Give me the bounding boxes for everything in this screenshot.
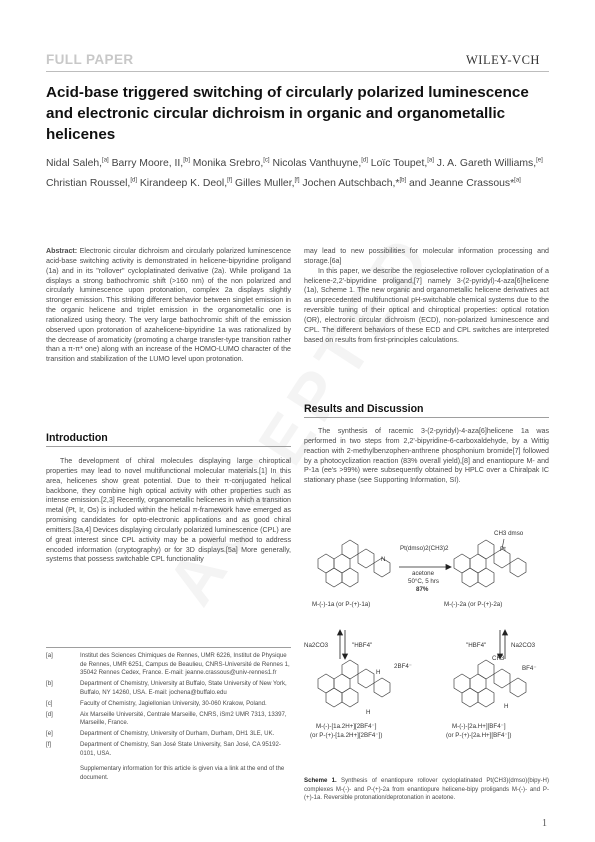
- affiliation-key: [c]: [46, 699, 53, 707]
- proton-label: H: [366, 709, 371, 716]
- heading-divider: [304, 417, 549, 418]
- author-name: [371, 158, 434, 169]
- scheme-caption: [304, 777, 549, 803]
- abstract-label: Abstract:: [46, 247, 78, 255]
- author-name: [140, 178, 232, 189]
- abstract-text: Electronic circular dichroism and circularly polarized luminescence acid-base switching activity is demonstrated in helicene-bipyridine proligand (1a) and in its "rollover" cycloplatinated derivative (2a). While proligand 1a displays a strong bathochromic shift (>160 nm) of the non polarized and circularly luminescence upon protonation, complex 2a displays slightly stronger emission. This striking different behavior between singlet emission in the organic helicene and triplet emission in the organometallic one is rationalized using theory. The very large bathochromic shift of the emission observed upon protonation of azahelicene-bipyridine 1a was rationalized by the decrease of aromaticity (promoting a charge transfer-type transition rather than a π-π* one) along with an increase of the HOMO-LUMO character of the transition and stabilization of the LUMO level upon protonation.: [46, 247, 291, 364]
- paragraph: In this paper, we describe the regioselective rollover cycloplatination of a helicene-2,2'-bipyridine proligand,[7] namely 3-(2-pyridyl)-4-aza[6]helicene (1a), Scheme 1. The new organic and organometallic helicene derivatives act as unprecedented multifunctional pH-switchable chemical systems due to the reversible tuning of their optical and chiroptical properties: optical rotation (OR), electronic circular dichroism (ECD), non-polarized luminescence and CPL. The different behaviors of these ECD and CPL switches are interpreted based on results from first-principles calculations.: [304, 266, 549, 344]
- author-list: [46, 153, 556, 192]
- helicene-1a-structure: [318, 540, 390, 587]
- methyl-label: CH3: [492, 655, 505, 662]
- header-divider: [46, 71, 549, 72]
- affiliation-text: Faculty of Chemistry, Jagiellonian University, 30-060 Krakow, Poland.: [80, 699, 267, 707]
- affiliation-key: [b]: [46, 680, 53, 688]
- author-name-text: Kirandeep K. Deol,: [139, 177, 228, 189]
- author-name-text: Nidal Saleh,: [46, 158, 103, 170]
- protonated-1a-structure: [318, 660, 390, 707]
- heading-introduction: Introduction: [46, 432, 108, 444]
- affiliation-item: [46, 730, 291, 739]
- reaction-arrow: [399, 565, 451, 570]
- affiliation-item: [46, 652, 291, 678]
- nitrogen-label: N: [381, 556, 386, 563]
- author-name-text: Jochen Autschbach,*: [302, 177, 400, 189]
- platinum-label: Pt: [500, 546, 506, 553]
- author-name-text: Monika Srebro,: [192, 158, 264, 170]
- author-name: [272, 158, 367, 169]
- compound-1a-label: M-(-)-1a (or P-(+)-1a): [312, 601, 371, 608]
- author-name: [112, 158, 190, 169]
- affiliation-item: [46, 700, 291, 709]
- solvent-label: acetone: [412, 570, 435, 577]
- affiliation-text: Institut des Sciences Chimiques de Rennes, UMR 6226, Institut de Physique de Rennes, UMR 6251, Campus de Beaulieu, CNRS-Université de Rennes 1, 35042 Rennes Cedex, France. E-mail: jeanne.crassous@univ-rennes1.fr: [80, 652, 290, 677]
- base-label-left: Na2CO3: [304, 642, 329, 649]
- reagent-label: Pt(dmso)2(CH3)2: [400, 545, 449, 552]
- caption-text: Synthesis of enantiopure rollover cycloplatinated Pt(CH3)(dmso)(bipy-H) complexes M-(-)- and P-(+)-2a from enantiopure helicene-bipy proligands M-(-)- and P-(+)-1a. Reversible protonation/deprotonation in acetone.: [304, 777, 549, 802]
- equilibrium-arrows-left: [338, 630, 348, 659]
- introduction-text: The development of chiral molecules displaying large chiroptical properties may lead to novel multifunctional molecular materials.[1] In this area, helicenes show great potential. Due to their π-conjugated helical backbone, they combine high optical activity with other properties such as intense emission.[2,3] Recently, organometallic helicenes in which a transition metal (Pt, Ir, Os) is included within the helical π-framework have emerged as promising candidates for opto-electronic applications and as good chiral emitters.[3a,4] Devices displaying circularly polarized luminescence (CPL) are of great interest since CPL activity may be a powerful method to address encoded information (cryptography) or for 3D displays.[5a] More generally, systems that possess switchable CPL functionality: [46, 457, 291, 564]
- affiliation-key: [d]: [46, 710, 53, 718]
- author-affiliation-mark: [d]: [361, 158, 368, 164]
- author-affiliation-mark: [a]: [427, 158, 434, 164]
- affiliation-text: Aix Marseille Université, Centrale Marseille, CNRS, iSm2 UMR 7313, 13397, Marseille, France.: [80, 710, 287, 727]
- affiliation-key: [a]: [46, 652, 53, 659]
- author-name: [302, 178, 406, 189]
- acid-label-right: "HBF4": [466, 642, 487, 649]
- author-name: [46, 178, 137, 189]
- compound-1a-protonated-label: M-(-)-[1a.2H+][2BF4⁻]: [316, 723, 377, 730]
- page-number: 1: [542, 818, 547, 829]
- author-affiliation-mark: [e]: [536, 158, 543, 164]
- introduction-continued: [304, 247, 549, 345]
- paragraph: may lead to new possibilities for molecular information processing and storage.[6a]: [304, 247, 549, 265]
- results-text: The synthesis of racemic 3-(2-pyridyl)-4-aza[6]helicene 1a was performed in two steps from 2,2'-bipyridine-6-carboxaldehyde, by a Wittig reaction with 2-methylbenzophen-anthrene phosphonium bromide[7] followed by a photocyclization reaction (83% overall yield),[8] and enantiopure M- and P-1a (ee's >99%) were subsequently obtained by HPLC over a Chiralpak IC stationary phase (see Supporting Information, SI).: [304, 427, 549, 485]
- author-name: [235, 178, 300, 189]
- yield-label: 87%: [416, 586, 429, 593]
- counterion-label: 2BF4⁻: [394, 663, 413, 670]
- author-name: [409, 178, 521, 189]
- author-affiliation-mark: [c]: [263, 158, 270, 164]
- proton-label: H: [504, 703, 509, 710]
- author-name-text: Christian Roussel,: [46, 177, 131, 189]
- affiliation-item: [46, 711, 291, 728]
- base-label-right: Na2CO3: [511, 642, 536, 649]
- scheme-1-figure: [304, 530, 549, 772]
- author-name-text: Gilles Muller,: [235, 177, 295, 189]
- author-name: [46, 158, 109, 169]
- author-affiliation-mark: [f]: [227, 177, 233, 184]
- author-name-text: Nicolas Vanthuyne,: [272, 158, 362, 170]
- author-affiliation-mark: [a]: [102, 158, 109, 164]
- compound-1a-protonated-alt-label: (or P-(+)-[1a.2H+][2BF4⁻]): [310, 732, 383, 739]
- author-name-text: Loïc Toupet,: [370, 158, 428, 170]
- affiliation-text: Department of Chemistry, University of Durham, Durham, DH1 3LE, UK.: [80, 730, 275, 738]
- abstract: [46, 247, 291, 365]
- author-affiliation-mark: [b]: [183, 158, 190, 164]
- author-name: [193, 158, 270, 169]
- affiliation-item: [46, 741, 291, 758]
- supporting-info-note: Supplementary information for this article is given via a link at the end of the document.: [80, 765, 285, 781]
- compound-2a-protonated-alt-label: (or P-(+)-[2a.H+][BF4⁻]): [446, 732, 512, 739]
- affiliation-item: [46, 680, 291, 697]
- conditions-label: 50°C, 5 hrs: [408, 578, 440, 585]
- helicene-2a-structure: [454, 539, 526, 587]
- compound-2a-label: M-(-)-2a (or P-(+)-2a): [444, 601, 503, 608]
- author-affiliation-mark: [a]: [514, 177, 521, 184]
- methyl-dmso-label: CH3 dmso: [494, 530, 524, 537]
- author-name-text: Barry Moore, II,: [111, 158, 184, 170]
- protonated-2a-structure: [454, 660, 526, 707]
- heading-results: Results and Discussion: [304, 403, 424, 415]
- author-name-text: J. A. Gareth Williams,: [436, 158, 537, 170]
- author-affiliation-mark: [f]: [294, 177, 300, 184]
- heading-divider: [46, 446, 291, 447]
- acid-label-left: "HBF4": [352, 642, 373, 649]
- affiliation-list: [46, 652, 291, 761]
- author-affiliation-mark: [d]: [130, 177, 137, 184]
- compound-2a-protonated-label: M-(-)-[2a.H+][BF4⁻]: [452, 723, 506, 730]
- paper-title: Acid-base triggered switching of circularly polarized luminescence and electronic circular dichroism in organic and organometallic helicenes: [46, 84, 529, 143]
- caption-label: Scheme 1.: [304, 777, 337, 784]
- affiliation-divider: [46, 647, 291, 648]
- proton-label: H: [376, 669, 381, 676]
- counterion-label: BF4⁻: [522, 665, 537, 672]
- affiliation-text: Department of Chemistry, University at Buffalo, State University of New York, Buffalo, NY 14260, USA. E-mail: jochena@buffalo.edu: [80, 680, 287, 696]
- affiliation-key: [e]: [46, 730, 53, 738]
- author-name: [437, 158, 543, 169]
- publisher-logo: WILEY-VCH: [466, 53, 540, 67]
- section-header-label: FULL PAPER: [46, 52, 134, 67]
- affiliation-text: Department of Chemistry, San José State University, San José, CA 95192-0101, USA.: [80, 741, 281, 757]
- author-name-text: and Jeanne Crassous*: [409, 177, 515, 189]
- affiliation-key: [f]: [46, 741, 52, 749]
- author-affiliation-mark: [b]: [399, 177, 407, 184]
